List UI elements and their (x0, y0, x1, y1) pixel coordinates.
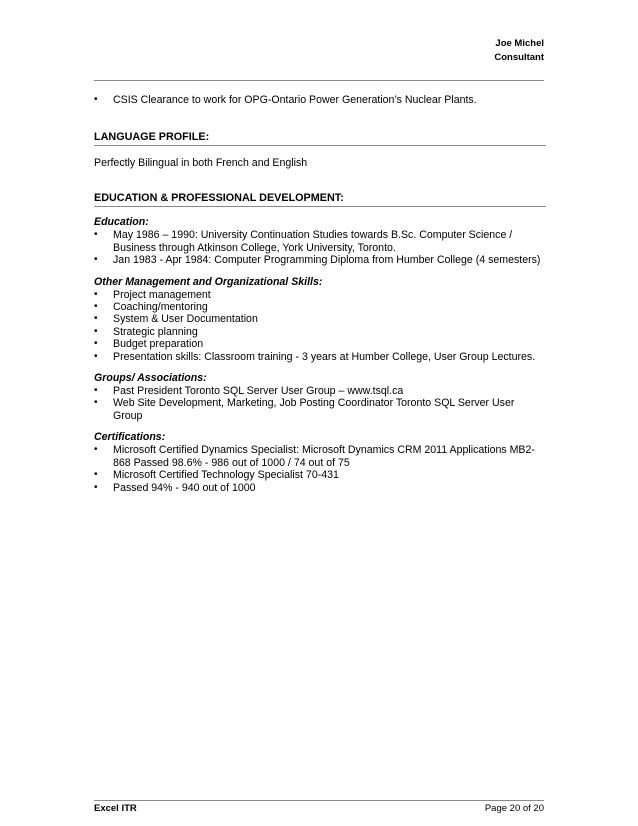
header-divider (94, 80, 544, 81)
author-name: Joe Michel (495, 38, 544, 49)
page-header (494, 37, 544, 65)
list-item: • Web Site Development, Marketing, Job Posting Coordinator Toronto SQL Server User Group (94, 397, 546, 422)
list-item: • Coaching/mentoring (94, 301, 546, 313)
list-item: • May 1986 – 1990: University Continuation Studies towards B.Sc. Computer Science / Business through Atkinson College, York University, Toronto. (94, 229, 546, 254)
list-item: • Passed 94% - 940 out of 1000 (94, 482, 546, 494)
document-body (94, 94, 546, 494)
list-item: • Project management (94, 289, 546, 301)
list-item: • Budget preparation (94, 338, 546, 350)
list-item: • Microsoft Certified Technology Specialist 70-431 (94, 469, 546, 481)
skills-subheading: Other Management and Organizational Skills: (94, 275, 323, 288)
list-item: • CSIS Clearance to work for OPG-Ontario Power Generation’s Nuclear Plants. (94, 94, 546, 106)
skills-list (94, 289, 546, 363)
certifications-subheading: Certifications: (94, 431, 166, 444)
list-item: • System & User Documentation (94, 313, 546, 325)
list-item: • Presentation skills: Classroom training - 3 years at Humber College, User Group Lectures. (94, 351, 546, 363)
footer-divider (94, 800, 544, 801)
list-item: • Microsoft Certified Dynamics Specialist: Microsoft Dynamics CRM 2011 Applications MB2-868 Passed 98.6% - 986 out of 1000 / 74 out of 75 (94, 444, 546, 469)
page-number: Page 20 of 20 (484, 803, 544, 814)
language-heading: LANGUAGE PROFILE: (94, 131, 546, 146)
education-heading: EDUCATION & PROFESSIONAL DEVELOPMENT: (94, 192, 546, 207)
clearance-list (94, 94, 546, 106)
author-title: Consultant (494, 52, 544, 63)
list-item: • Past President Toronto SQL Server User Group – www.tsql.ca (94, 385, 546, 397)
education-subheading: Education: (94, 216, 149, 229)
language-text: Perfectly Bilingual in both French and English (94, 157, 308, 170)
groups-subheading: Groups/ Associations: (94, 372, 207, 385)
education-list (94, 229, 546, 266)
list-item: • Strategic planning (94, 326, 546, 338)
list-item: • Jan 1983 - Apr 1984: Computer Programming Diploma from Humber College (4 semesters) (94, 254, 546, 266)
groups-list (94, 385, 546, 422)
footer-company: Excel ITR (94, 803, 137, 814)
certifications-list (94, 444, 546, 494)
